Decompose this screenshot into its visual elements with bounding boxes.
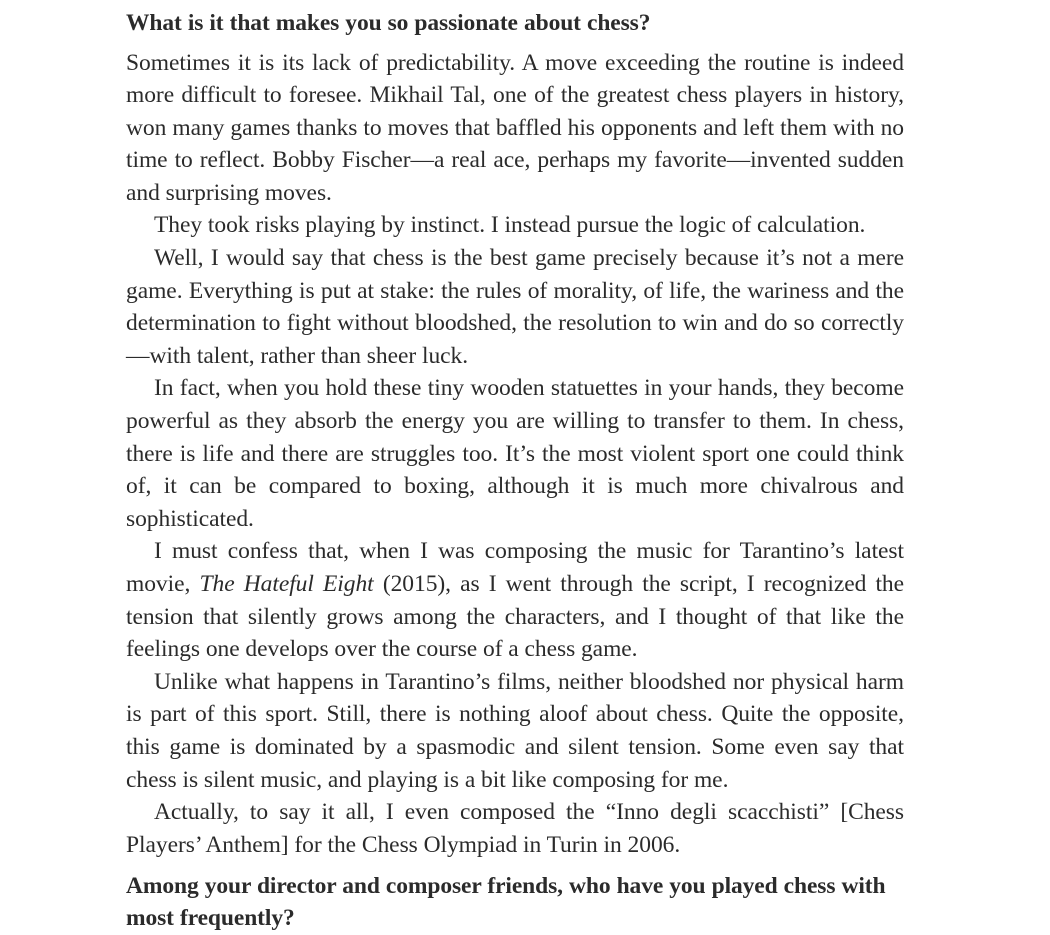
question-heading-passion: What is it that makes you so passionate about chess? [126,10,651,36]
paragraph-statuettes: In fact, when you hold these tiny wooden statuettes in your hands, they become powerful as they absorb the energy you are willing to transfer to them. In chess, there is life and there are struggles too. It’s the most violent sport one could think of, it can be compared to boxing, although it is much more chivalrous and sophisticated. [126,375,904,532]
paragraph-hateful-eight [126,535,904,665]
question-heading-friends: Among your director and composer friends, who have you played chess with most frequently? [126,873,886,931]
paragraph-unpredictability: Sometimes it is its lack of predictability. A move exceeding the routine is indeed more difficult to foresee. Mikhail Tal, one of the greatest chess players in history, won many games thanks to moves that baffled his opponents and left them with no time to reflect. Bobby Fischer—a real ace, perhaps my favorite—invented sudden and surprising moves. [126,49,904,206]
paragraph-anthem: Actually, to say it all, I even composed the “Inno degli scacchisti” [Chess Players’ Anthem] for the Chess Olympiad in Turin in 2006. [126,799,904,858]
paragraph-best-game: Well, I would say that chess is the best game precisely because it’s not a mere game. Everything is put at stake: the rules of morality, of life, the wariness and the determination to fight without bloodshed, the resolution to win and do so correctly—with talent, rather than sheer luck. [126,245,904,369]
paragraph-instinct: They took risks playing by instinct. I instead pursue the logic of calculation. [154,212,866,239]
paragraph-silent-tension: Unlike what happens in Tarantino’s films, neither bloodshed nor physical harm is part of this sport. Still, there is nothing aloof about chess. Quite the opposite, this game is dominated by a spasmodic and silent tension. Some even say that chess is silent music, and playing is a bit like composing for me. [126,668,904,793]
film-title: The Hateful Eight [199,571,374,597]
segment-text: (2015), as I went through the script, I recognized the tension that silently grows among the characters, and I thought of that like the feelings one develops over the course of a chess game. [126,571,905,663]
segment-text: I must confess that, when I was composing the music for Tarantino’s latest movie, [126,538,904,597]
